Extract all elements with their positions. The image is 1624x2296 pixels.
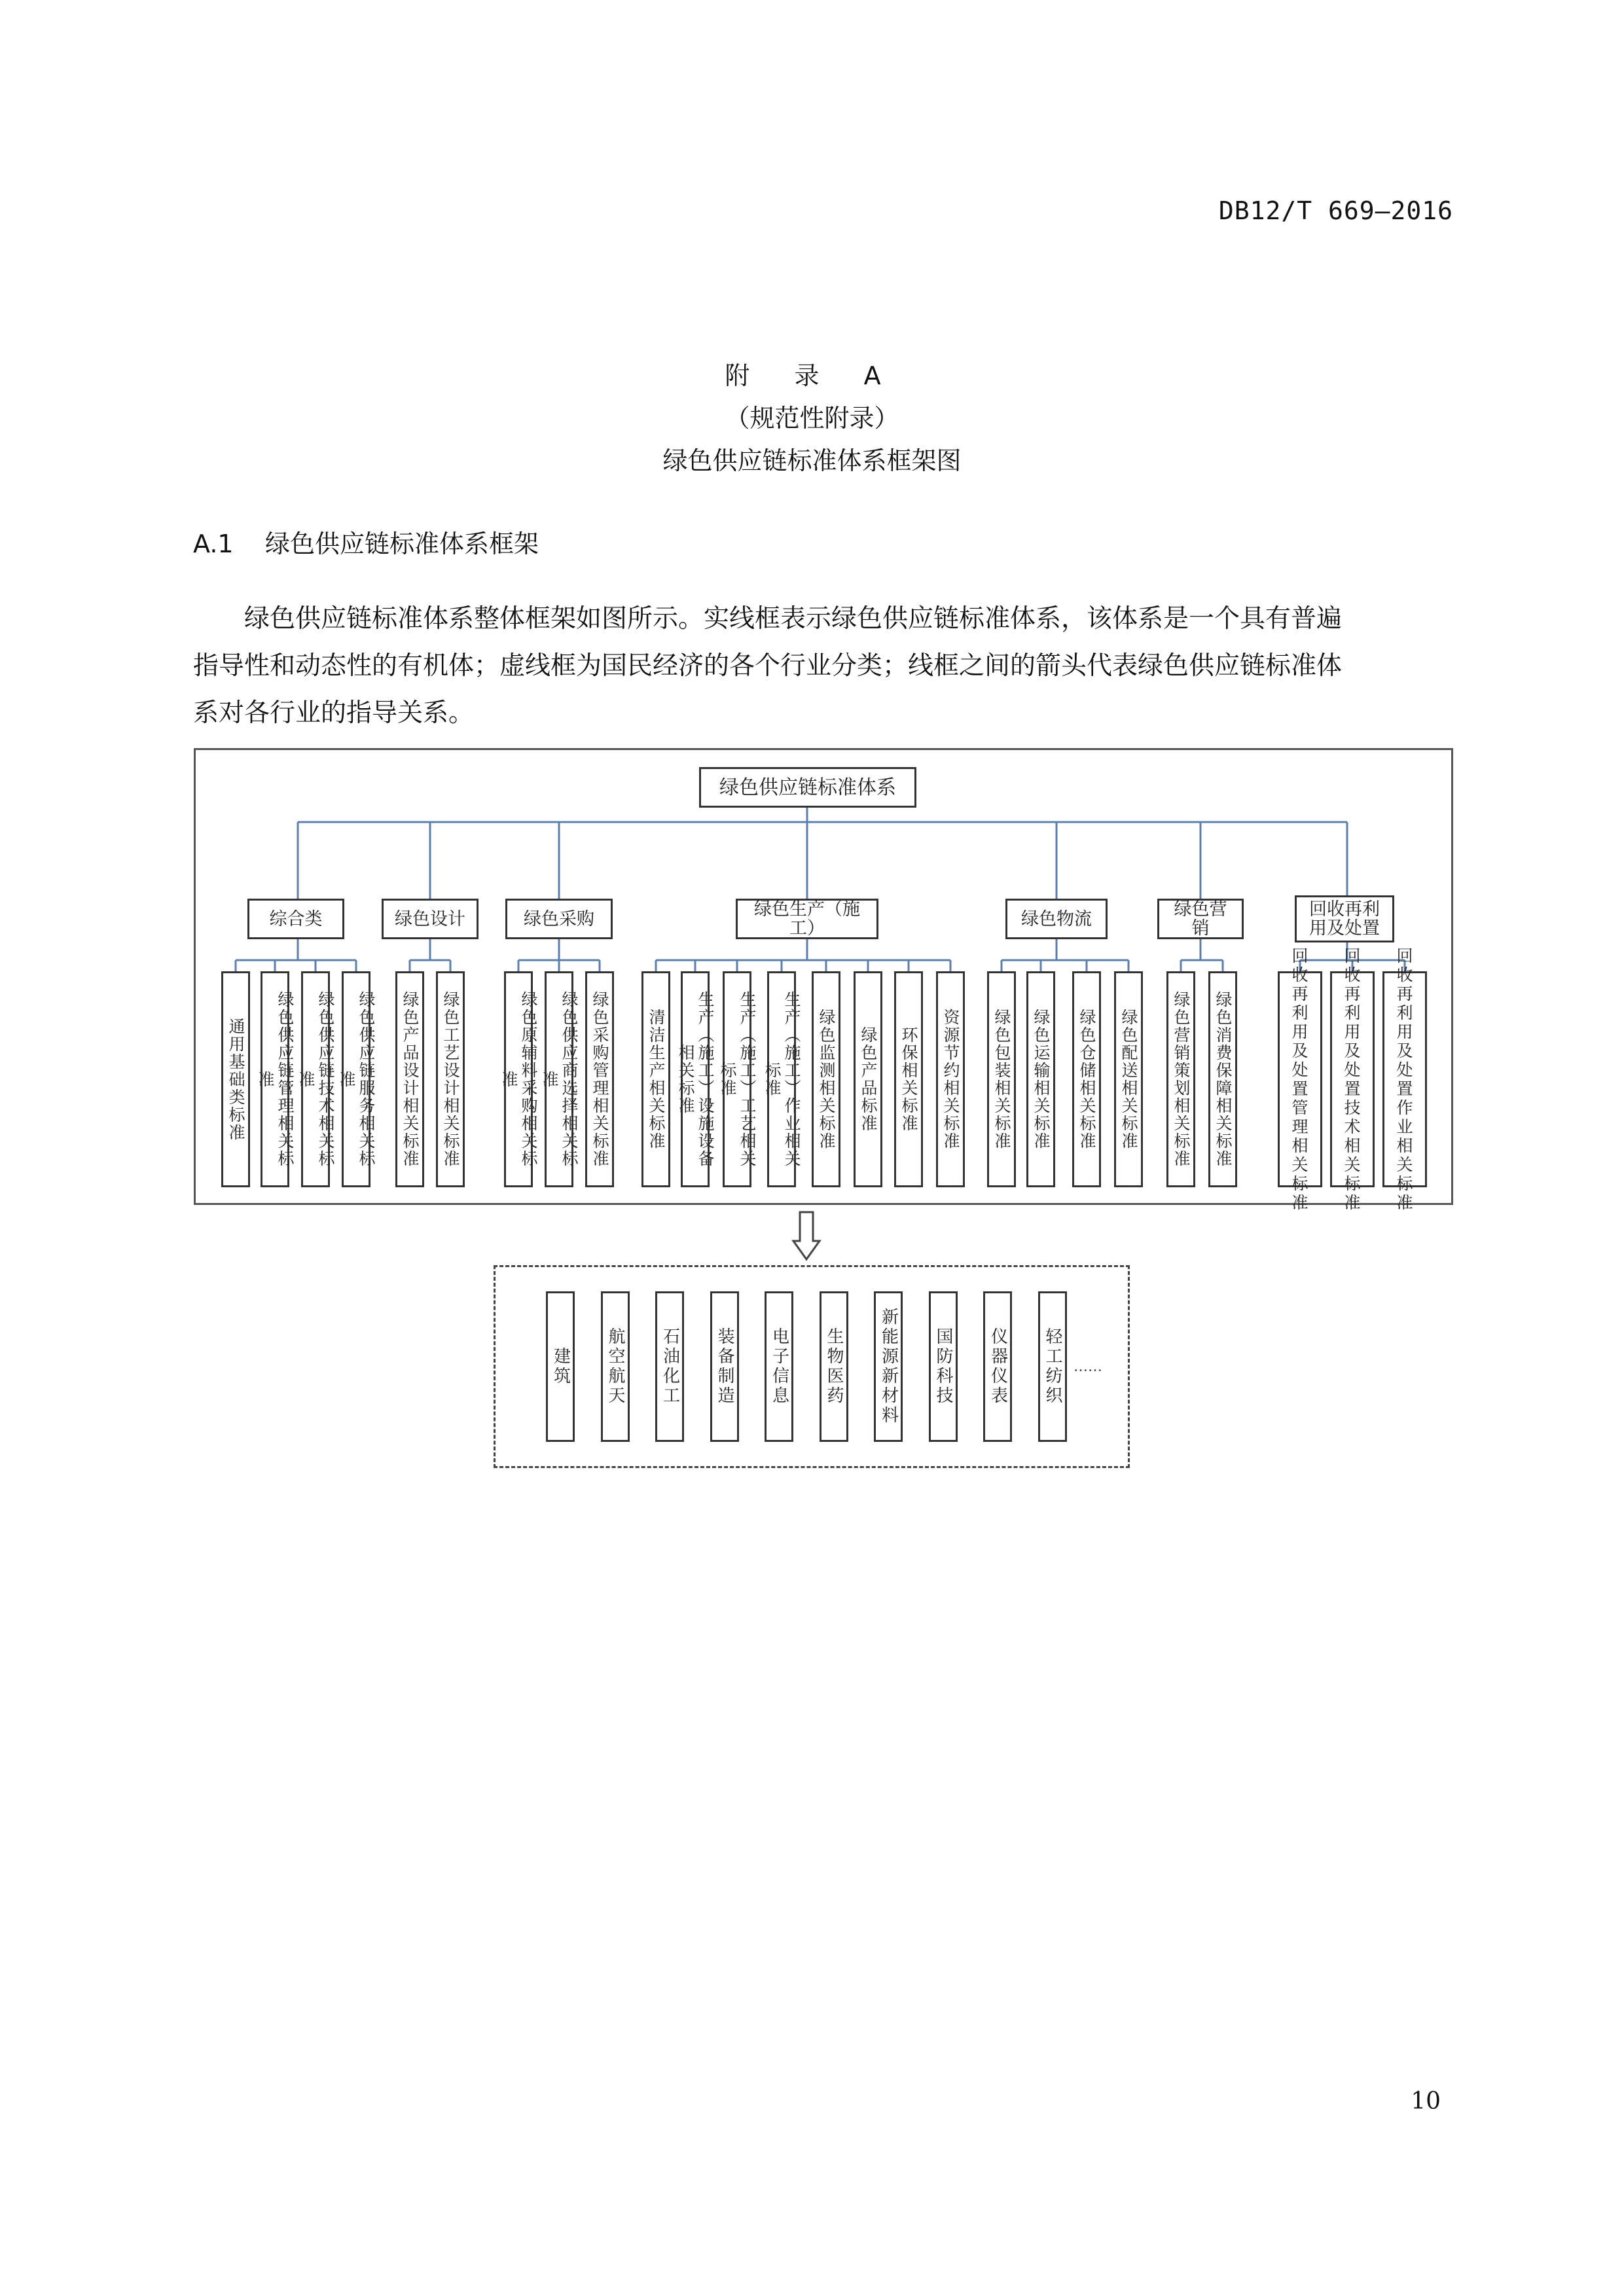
standard-item-box: 绿色工艺设计相关标准 (436, 971, 465, 1187)
document-code: DB12/T 669—2016 (1218, 196, 1453, 225)
industry-box: 航空航天 (601, 1291, 630, 1442)
paragraph-line: 系对各行业的指导关系。 (193, 698, 475, 728)
section-title: 绿色供应链标准体系框架 (265, 529, 539, 558)
appendix-title: 附 录 A (725, 361, 899, 390)
category-box: 综合类 (247, 899, 344, 939)
standard-item-box: 绿色供应链技术相关标准 (301, 971, 330, 1187)
standard-item-box: 绿色产品标准 (854, 971, 882, 1187)
section-number: A.1 (193, 529, 234, 558)
appendix-subtitle: （规范性附录） (725, 404, 899, 433)
standard-item-box: 回收再利用及处置作业相关标准 (1382, 971, 1427, 1187)
category-box: 绿色营销 (1157, 899, 1244, 939)
category-box: 绿色采购 (505, 899, 613, 939)
standard-item-box: 绿色配送相关标准 (1114, 971, 1143, 1187)
industry-box: 国防科技 (929, 1291, 958, 1442)
standard-item-box: 绿色采购管理相关标准 (585, 971, 614, 1187)
industry-box: 仪器仪表 (983, 1291, 1012, 1442)
standard-item-box: 绿色供应链管理相关标准 (261, 971, 289, 1187)
standard-item-box: 通用基础类标准 (221, 971, 250, 1187)
industry-box: 电子信息 (765, 1291, 793, 1442)
category-box: 绿色设计 (382, 899, 478, 939)
standard-item-box: 环保相关标准 (894, 971, 923, 1187)
industry-box: 轻工纺织 (1038, 1291, 1067, 1442)
industry-more: …… (1074, 1359, 1102, 1375)
standard-item-box: 生产（施工）工艺相关标准 (723, 971, 751, 1187)
paragraph-line: 绿色供应链标准体系整体框架如图所示。实线框表示绿色供应链标准体系，该体系是一个具有普遍 (244, 604, 1343, 634)
standard-item-box: 生产（施工）设施设备相关标准 (681, 971, 710, 1187)
category-box: 绿色物流 (1005, 899, 1108, 939)
industry-box: 建筑 (546, 1291, 575, 1442)
paragraph-line: 指导性和动态性的有机体；虚线框为国民经济的各个行业分类；线框之间的箭头代表绿色供应链标准体 (193, 651, 1343, 681)
standard-item-box: 绿色营销策划相关标准 (1166, 971, 1195, 1187)
standard-item-box: 绿色供应链服务相关标准 (342, 971, 370, 1187)
standard-item-box: 回收再利用及处置管理相关标准 (1278, 971, 1322, 1187)
standard-item-box: 绿色运输相关标准 (1026, 971, 1055, 1187)
industry-box: 石油化工 (655, 1291, 684, 1442)
standard-item-box: 绿色供应商选择相关标准 (545, 971, 573, 1187)
standard-item-box: 资源节约相关标准 (936, 971, 965, 1187)
standard-item-box: 绿色包装相关标准 (987, 971, 1016, 1187)
standard-item-box: 清洁生产相关标准 (641, 971, 670, 1187)
category-box: 回收再利用及处置 (1295, 895, 1394, 942)
industry-box: 装备制造 (710, 1291, 739, 1442)
standard-item-box: 绿色消费保障相关标准 (1208, 971, 1237, 1187)
industry-box: 新能源新材料 (874, 1291, 903, 1442)
page-number: 10 (1411, 2088, 1441, 2115)
guidance-arrow (793, 1212, 820, 1259)
category-box: 绿色生产（施工） (736, 899, 878, 939)
standard-item-box: 绿色原辅料采购相关标准 (504, 971, 533, 1187)
industry-box: 生物医药 (820, 1291, 848, 1442)
standard-item-box: 绿色产品设计相关标准 (395, 971, 424, 1187)
root-node: 绿色供应链标准体系 (699, 767, 916, 808)
standard-item-box: 回收再利用及处置技术相关标准 (1330, 971, 1375, 1187)
industry-frame (494, 1265, 1130, 1468)
standard-item-box: 绿色仓储相关标准 (1072, 971, 1101, 1187)
appendix-heading: 绿色供应链标准体系框架图 (662, 446, 962, 475)
standard-item-box: 绿色监测相关标准 (812, 971, 840, 1187)
standard-item-box: 生产（施工）作业相关标准 (767, 971, 796, 1187)
